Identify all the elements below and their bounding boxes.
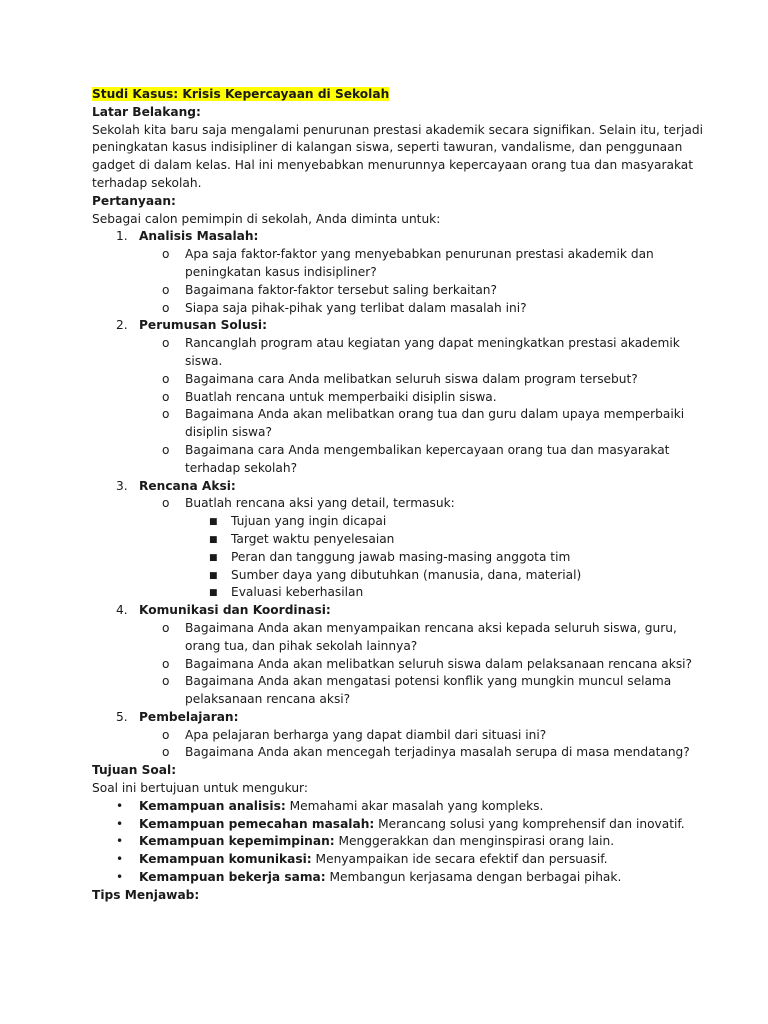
- question-point-text: Buatlah rencana aksi yang detail, termasuk:: [185, 496, 455, 511]
- question-point: [92, 673, 672, 691]
- question-point-continuation: [92, 264, 672, 282]
- title-line: [92, 86, 672, 104]
- circle-bullet: o: [162, 727, 170, 742]
- question-point-text: Apa saja faktor-faktor yang menyebabkan penurunan prestasi akademik dan: [185, 247, 654, 262]
- document-page: [92, 86, 703, 905]
- circle-bullet: o: [162, 371, 170, 386]
- question-point-text: Bagaimana Anda akan menyampaikan rencana aksi kepada seluruh siswa, guru,: [185, 620, 677, 635]
- action-plan-subpoint-text: Sumber daya yang dibutuhkan (manusia, dana, material): [231, 567, 582, 582]
- action-plan-subpoint-text: Target waktu penyelesaian: [231, 531, 395, 546]
- question-point-text: Apa pelajaran berharga yang dapat diambil dari situasi ini?: [185, 727, 547, 742]
- objectives-list: [92, 798, 685, 887]
- question-point-continuation: [92, 424, 672, 442]
- document-title: Studi Kasus: Krisis Kepercayaan di Sekolah: [92, 87, 390, 101]
- circle-bullet: o: [162, 407, 170, 422]
- circle-bullet: o: [162, 336, 170, 351]
- objective-text: Memahami akar masalah yang kompleks.: [285, 798, 544, 813]
- square-bullet: ■: [209, 570, 218, 581]
- objective-label: Kemampuan analisis:: [139, 798, 286, 813]
- circle-bullet: o: [162, 389, 170, 404]
- question-point-text: Bagaimana cara Anda mengembalikan kepercayaan orang tua dan masyarakat: [185, 442, 670, 457]
- question-point: [92, 389, 672, 407]
- question-point: [92, 744, 690, 762]
- square-bullet: ■: [209, 588, 218, 599]
- background-line: terhadap sekolah.: [92, 175, 202, 190]
- question-point: [92, 282, 672, 300]
- question-point: [92, 335, 680, 353]
- question-label: Komunikasi dan Koordinasi:: [139, 603, 331, 618]
- question-label: Pembelajaran:: [139, 709, 239, 724]
- question-point-continuation: [92, 460, 672, 478]
- action-plan-subpoint: [92, 584, 672, 602]
- question-item: [92, 709, 672, 727]
- square-bullet: ■: [209, 517, 218, 528]
- dot-bullet: •: [116, 816, 124, 831]
- action-plan-subpoint: [92, 531, 672, 549]
- question-item: [92, 602, 672, 620]
- action-plan-subpoint: [92, 549, 672, 567]
- question-point-text: terhadap sekolah?: [185, 460, 298, 475]
- circle-bullet: o: [162, 656, 170, 671]
- action-plan-subpoint-text: Peran dan tanggung jawab masing-masing anggota tim: [231, 549, 571, 564]
- question-point: [92, 371, 672, 389]
- background-line: peningkatan kasus indisipliner di kalangan siswa, seperti tawuran, vandalisme, dan penggunaan: [92, 140, 683, 155]
- objective-text: Menyampaikan ide secara efektif dan persuasif.: [311, 852, 608, 867]
- circle-bullet: o: [162, 674, 170, 689]
- circle-bullet: o: [162, 300, 170, 315]
- question-point-text: Buatlah rencana untuk memperbaiki disiplin siswa.: [185, 389, 497, 404]
- question-point: [92, 246, 672, 264]
- circle-bullet: o: [162, 620, 170, 635]
- question-point-text: Bagaimana cara Anda melibatkan seluruh siswa dalam program tersebut?: [185, 371, 638, 386]
- circle-bullet: o: [162, 282, 170, 297]
- question-point: [92, 620, 677, 638]
- question-number: 5.: [116, 709, 128, 724]
- background-heading: Latar Belakang:: [92, 104, 201, 119]
- question-point-continuation: [92, 353, 672, 371]
- objective-label: Kemampuan bekerja sama:: [139, 870, 326, 885]
- action-plan-subpoint-text: Tujuan yang ingin dicapai: [231, 514, 387, 529]
- question-point-text: Bagaimana faktor-faktor tersebut saling berkaitan?: [185, 282, 498, 297]
- objective-item: [92, 851, 672, 869]
- square-bullet: ■: [209, 534, 218, 545]
- dot-bullet: •: [116, 798, 124, 813]
- question-point-text: siswa.: [185, 353, 223, 368]
- circle-bullet: o: [162, 745, 170, 760]
- objective-label: Kemampuan komunikasi:: [139, 852, 312, 867]
- question-point-text: peningkatan kasus indisipliner?: [185, 264, 377, 279]
- question-item: [92, 317, 672, 335]
- question-label: Perumusan Solusi:: [139, 318, 267, 333]
- action-plan-subpoint-text: Evaluasi keberhasilan: [231, 585, 364, 600]
- objective-item: [92, 816, 685, 834]
- dot-bullet: •: [116, 852, 124, 867]
- questions-heading: Pertanyaan:: [92, 193, 176, 208]
- question-point-continuation: [92, 691, 672, 709]
- background-line: Sekolah kita baru saja mengalami penurunan prestasi akademik secara signifikan. Selain itu, terjadi: [92, 122, 703, 137]
- square-bullet: ■: [209, 552, 218, 563]
- objective-label: Kemampuan kepemimpinan:: [139, 834, 335, 849]
- question-item: [92, 478, 672, 496]
- objectives-intro: Soal ini bertujuan untuk mengukur:: [92, 781, 308, 796]
- question-point-text: Bagaimana Anda akan melibatkan seluruh siswa dalam pelaksanaan rencana aksi?: [185, 656, 693, 671]
- question-point: [92, 656, 693, 674]
- objective-text: Merancang solusi yang komprehensif dan inovatif.: [374, 816, 685, 831]
- question-number: 2.: [116, 318, 128, 333]
- question-point-text: Bagaimana Anda akan mengatasi potensi konflik yang mungkin muncul selama: [185, 674, 672, 689]
- circle-bullet: o: [162, 442, 170, 457]
- background-line: gadget di dalam kelas. Hal ini menyebabkan menurunnya kepercayaan orang tua dan masyarakat: [92, 158, 694, 173]
- question-point-text: orang tua, dan pihak sekolah lainnya?: [185, 638, 418, 653]
- objective-text: Membangun kerjasama dengan berbagai pihak.: [325, 870, 622, 885]
- tips-heading: Tips Menjawab:: [92, 887, 200, 902]
- question-point-text: Bagaimana Anda akan mencegah terjadinya masalah serupa di masa mendatang?: [185, 745, 690, 760]
- question-label: Analisis Masalah:: [139, 229, 259, 244]
- circle-bullet: o: [162, 247, 170, 262]
- objectives-heading: Tujuan Soal:: [92, 763, 177, 778]
- question-point: [92, 406, 685, 424]
- question-point-text: pelaksanaan rencana aksi?: [185, 692, 351, 707]
- question-item: [92, 228, 672, 246]
- objective-text: Menggerakkan dan menginspirasi orang lain.: [334, 834, 615, 849]
- question-point-text: Siapa saja pihak-pihak yang terlibat dalam masalah ini?: [185, 300, 527, 315]
- questions-list: [92, 228, 693, 762]
- question-point: [92, 495, 672, 513]
- question-label: Rencana Aksi:: [139, 478, 236, 493]
- questions-intro: Sebagai calon pemimpin di sekolah, Anda diminta untuk:: [92, 211, 441, 226]
- objective-item: [92, 833, 672, 851]
- question-point-text: Rancanglah program atau kegiatan yang dapat meningkatkan prestasi akademik: [185, 336, 680, 351]
- dot-bullet: •: [116, 834, 124, 849]
- objective-item: [92, 798, 672, 816]
- objective-label: Kemampuan pemecahan masalah:: [139, 816, 375, 831]
- question-point: [92, 300, 672, 318]
- action-plan-subpoint: [92, 513, 672, 531]
- question-point-continuation: [92, 638, 672, 656]
- question-point: [92, 727, 672, 745]
- circle-bullet: o: [162, 496, 170, 511]
- question-number: 1.: [116, 229, 128, 244]
- question-point-text: disiplin siswa?: [185, 425, 272, 440]
- question-point-text: Bagaimana Anda akan melibatkan orang tua dan guru dalam upaya memperbaiki: [185, 407, 685, 422]
- question-number: 4.: [116, 603, 128, 618]
- question-point: [92, 442, 672, 460]
- objective-item: [92, 869, 672, 887]
- dot-bullet: •: [116, 870, 124, 885]
- action-plan-subpoint: [92, 567, 672, 585]
- question-number: 3.: [116, 478, 128, 493]
